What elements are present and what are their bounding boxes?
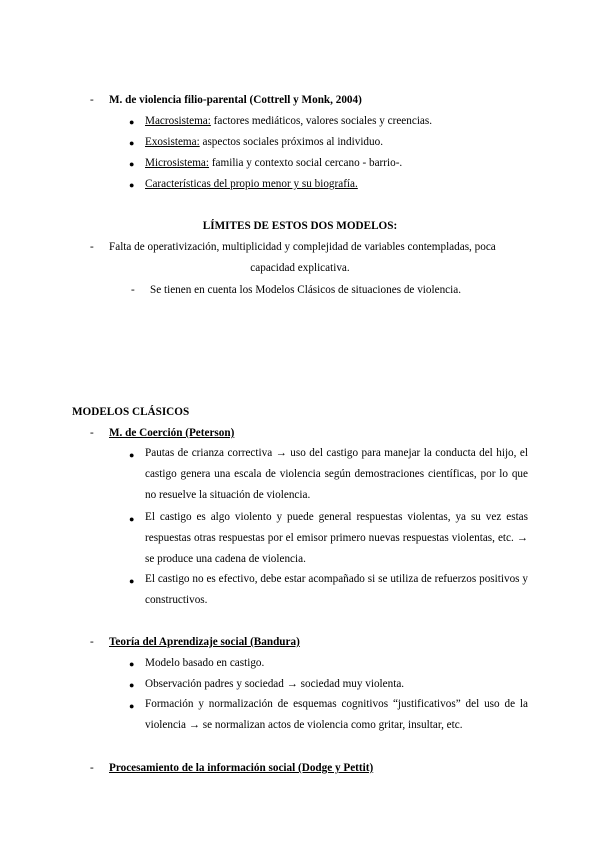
bullet-icon: ● (129, 701, 135, 711)
section-title-bandura: Teoría del Aprendizaje social (Bandura) (109, 636, 300, 648)
item-term: Exosistema: (145, 136, 200, 148)
item-text: factores mediáticos, valores sociales y creencias. (210, 115, 433, 127)
item-term: Macrosistema: (145, 115, 211, 127)
list-item: Pautas de crianza correctiva → uso del castigo para manejar la conducta del hijo, el castigo genera una escala de violencia según demostraciones científicas, por lo que no resuelve la situación de violencia. (145, 447, 528, 501)
bullet-icon: ● (129, 117, 135, 127)
list-item (145, 115, 432, 127)
list-item: Observación padres y sociedad → sociedad muy violenta. (145, 678, 405, 690)
list-dash: - (90, 762, 94, 774)
bullet-icon: ● (129, 659, 135, 669)
limits-heading: LÍMITES DE ESTOS DOS MODELOS: (202, 220, 398, 232)
bullet-icon: ● (129, 576, 135, 586)
list-dash: - (90, 94, 94, 106)
bullet-icon: ● (129, 514, 135, 524)
bullet-icon: ● (129, 680, 135, 690)
list-item: El castigo es algo violento y puede general respuestas violentas, ya su vez estas respuestas otras respuestas por el emisor primero nuevas respuestas violentas, etc. → se produce una cadena de violencia. (145, 511, 528, 565)
limits-item: Se tienen en cuenta los Modelos Clásicos de situaciones de violencia. (150, 284, 461, 296)
bullet-icon: ● (129, 180, 135, 190)
section-title-dodge: Procesamiento de la información social (Dodge y Pettit) (109, 762, 374, 774)
list-dash: - (90, 636, 94, 648)
list-item (145, 157, 402, 169)
list-item (145, 178, 358, 190)
list-item: Modelo basado en castigo. (145, 657, 265, 669)
bullet-icon: ● (129, 138, 135, 148)
section-title-filio-parental: M. de violencia filio-parental (Cottrell y Monk, 2004) (109, 94, 362, 106)
list-dash: - (90, 427, 94, 439)
bullet-icon: ● (129, 159, 135, 169)
item-term: Microsistema: (145, 157, 210, 169)
list-dash: - (90, 241, 94, 253)
item-text: familia y contexto social cercano - barrio-. (209, 157, 403, 169)
list-item (145, 136, 383, 148)
limits-item-line: capacidad explicativa. (250, 262, 350, 274)
item-term: Características del propio menor y su biografía. (145, 178, 358, 190)
item-text: aspectos sociales próximos al individuo. (199, 136, 384, 148)
classic-models-heading: MODELOS CLÁSICOS (72, 406, 190, 418)
list-dash: - (131, 284, 135, 296)
list-item: El castigo no es efectivo, debe estar acompañado si se utiliza de refuerzos positivos y constructivos. (145, 573, 528, 606)
bullet-icon: ● (129, 450, 135, 460)
limits-item-line: Falta de operativización, multiplicidad y complejidad de variables contempladas, poca (109, 241, 496, 253)
section-title-coercion: M. de Coerción (Peterson) (109, 427, 235, 439)
list-item: Formación y normalización de esquemas cognitivos “justificativos” del uso de la violencia → se normalizan actos de violencia como gritar, insultar, etc. (145, 698, 528, 731)
